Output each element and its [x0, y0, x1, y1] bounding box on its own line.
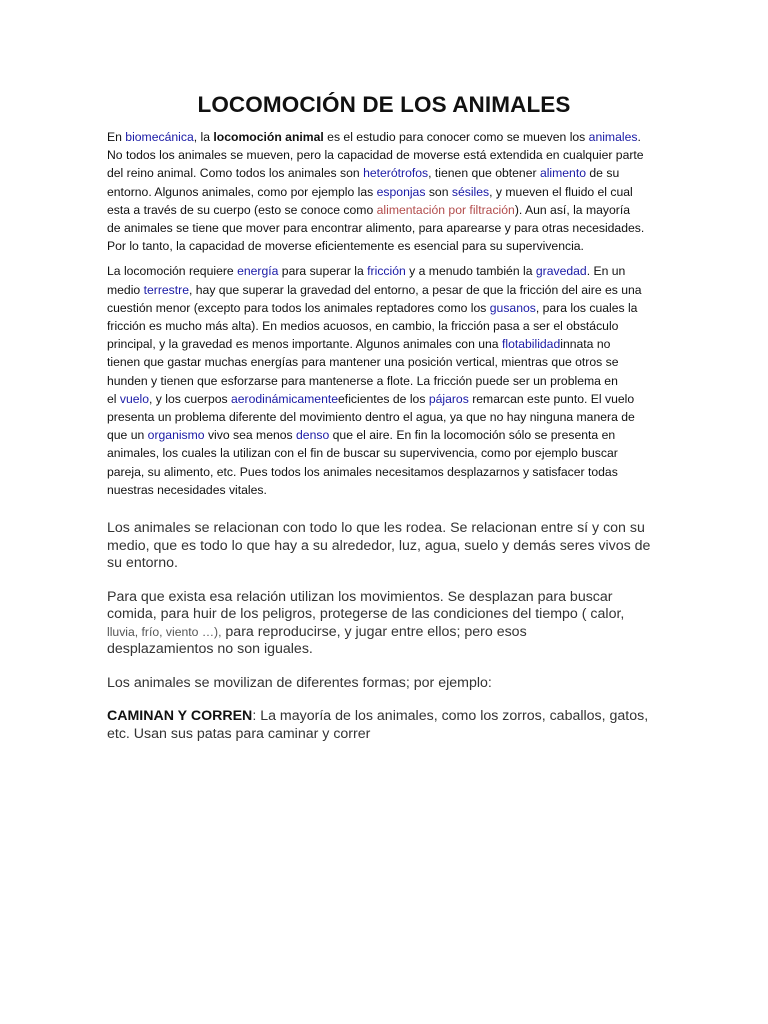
link-aerodinamicamente[interactable]: aerodinámicamente	[230, 391, 339, 406]
text-run: de su	[586, 166, 620, 181]
text-run: En	[107, 130, 126, 144]
text-run: para reproducirse, y jugar entre ellos; pero esos	[221, 623, 527, 640]
text-run: La locomoción requiere	[107, 264, 238, 279]
text-line	[107, 201, 667, 219]
text-run: . En un	[586, 264, 626, 279]
paragraph-relations	[107, 520, 667, 573]
text-run: , hay que superar la gravedad del entorno, a pesar de que la fricción del aire es una	[188, 282, 642, 297]
text-line	[107, 390, 667, 408]
text-run: , y mueven el fluido el cual	[489, 184, 633, 199]
text-run: principal, y la gravedad es menos importante. Algunos animales con una	[107, 337, 502, 352]
text-line	[107, 708, 667, 726]
text-run: , para los cuales la	[535, 300, 638, 315]
link-terrestre[interactable]: terrestre	[143, 282, 189, 297]
text-run: y a menudo también la	[405, 264, 536, 279]
text-line	[107, 335, 667, 353]
link-alimento[interactable]: alimento	[539, 166, 587, 181]
link-flotabilidad[interactable]: flotabilidad	[501, 337, 561, 352]
text-line: Los animales se relacionan con todo lo que les rodea. Se relacionan entre sí y con su	[107, 520, 645, 536]
link-pajaros[interactable]: pájaros	[428, 391, 469, 406]
text-line: etc. Usan sus patas para caminar y correr	[107, 725, 371, 742]
bold-heading: CAMINAN Y CORREN	[107, 708, 253, 724]
link-vuelo[interactable]: vuelo	[119, 391, 150, 406]
text-run: .	[637, 130, 641, 144]
text-run: remarcan este punto. El vuelo	[468, 391, 635, 406]
text-run: del reino animal. Como todos los animales son	[107, 166, 364, 181]
text-run: es el estudio para conocer como se mueven los	[323, 130, 589, 144]
text-line: Para que exista esa relación utilizan los movimientos. Se desplazan para buscar	[107, 588, 613, 605]
link-gusanos[interactable]: gusanos	[489, 300, 536, 315]
text-run: : La mayoría de los animales, como los zorros, caballos, gatos,	[252, 708, 649, 724]
paragraph-locomotion	[107, 262, 667, 499]
text-run: que un	[107, 428, 148, 443]
text-line: presenta un problema diferente del movimiento dentro el agua, ya que no hay ninguna manera de	[107, 410, 635, 425]
link-biomecanica[interactable]: biomecánica	[125, 130, 194, 144]
text-line: su entorno.	[107, 555, 178, 571]
text-run: , tienen que obtener	[428, 166, 540, 181]
link-esponjas[interactable]: esponjas	[376, 184, 426, 199]
text-run: , la	[193, 130, 214, 144]
text-line	[107, 128, 667, 146]
text-line: medio, que es todo lo que hay a su alrededor, luz, agua, suelo y demás seres vivos de	[107, 537, 651, 554]
text-line: No todos los animales se mueven, pero la capacidad de moverse está extendida en cualquier parte	[107, 148, 644, 163]
link-friccion[interactable]: fricción	[367, 264, 406, 279]
text-line	[107, 164, 667, 182]
text-line: Por lo tanto, la capacidad de moverse eficientemente es esencial para su supervivencia.	[107, 239, 584, 254]
link-heterotrofos[interactable]: heterótrofos	[363, 166, 429, 181]
text-line: Los animales se movilizan de diferentes formas; por ejemplo:	[107, 674, 492, 691]
link-denso[interactable]: denso	[296, 428, 330, 443]
text-line: de animales se tiene que mover para encontrar alimento, para aparearse y para otras necesidades.	[107, 221, 645, 236]
link-alimentacion-por-filtracion[interactable]: alimentación por filtración	[376, 202, 515, 217]
text-line: tienen que gastar muchas energías para mantener una posición vertical, mientras que otros se	[107, 355, 619, 370]
paragraph-walk-run	[107, 708, 667, 743]
text-run: el	[107, 391, 120, 406]
text-run: ). Aun así, la mayoría	[514, 202, 630, 217]
text-run: cuestión menor (excepto para todos los animales reptadores como los	[107, 300, 490, 315]
text-run: lluvia, frío, viento …),	[107, 624, 222, 639]
link-energia[interactable]: energía	[237, 264, 279, 279]
text-line	[107, 281, 667, 299]
paragraph-forms	[107, 675, 667, 693]
text-line: comida, para huir de los peligros, protegerse de las condiciones del tiempo ( calor,	[107, 606, 625, 622]
text-line: nuestras necesidades vitales.	[107, 482, 267, 497]
text-line	[107, 262, 667, 280]
text-run: innata no	[560, 337, 611, 352]
text-line	[107, 299, 667, 317]
text-run: que el aire. En fin la locomoción sólo se presenta en	[329, 428, 616, 443]
text-line	[107, 183, 667, 201]
bold-term: locomoción animal	[213, 130, 324, 144]
text-run: esta a través de su cuerpo (esto se conoce como	[107, 202, 377, 217]
article-section	[107, 128, 667, 499]
text-run: son	[425, 184, 452, 199]
summary-section	[107, 520, 667, 743]
paragraph-movements	[107, 589, 667, 659]
text-run: eficientes de los	[338, 391, 429, 406]
link-organismo[interactable]: organismo	[147, 428, 205, 443]
link-sesiles[interactable]: sésiles	[451, 184, 490, 199]
text-run: entorno. Algunos animales, como por ejemplo las	[107, 184, 377, 199]
page-title: LOCOMOCIÓN DE LOS ANIMALES	[197, 92, 571, 117]
text-line	[107, 624, 667, 642]
text-line: pareja, su alimento, etc. Pues todos los animales necesitamos desplazarnos y satisfacer todas	[107, 464, 618, 479]
text-line	[107, 426, 667, 444]
text-line: desplazamientos no son iguales.	[107, 641, 313, 657]
text-run: vivo sea menos	[204, 428, 297, 443]
text-run: para superar la	[278, 264, 368, 279]
text-line: animales, los cuales la utilizan con el fin de buscar su supervivencia, como por ejemplo buscar	[107, 446, 618, 461]
text-run: , y los cuerpos	[149, 391, 231, 406]
link-animales[interactable]: animales	[588, 130, 638, 144]
text-run: medio	[107, 282, 144, 297]
text-line: fricción es mucho más alta). En medios acuosos, en cambio, la fricción pasa a ser el obstáculo	[107, 319, 619, 334]
paragraph-intro	[107, 128, 667, 255]
link-gravedad[interactable]: gravedad	[535, 264, 587, 279]
text-line: hunden y tienen que esforzarse para mantenerse a flote. La fricción puede ser un problema en	[107, 373, 618, 388]
